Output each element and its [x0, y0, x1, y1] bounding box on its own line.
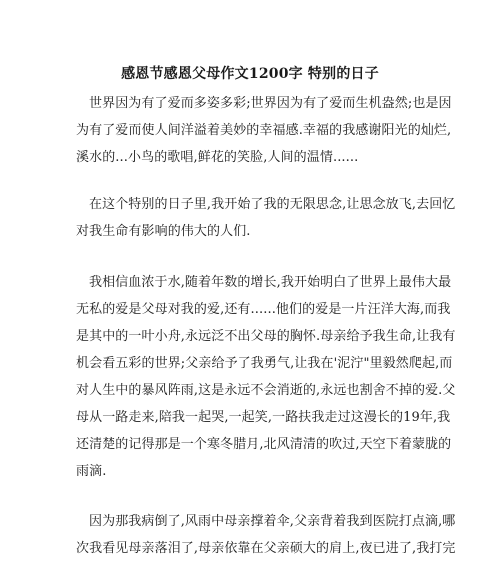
paragraph-4: [76, 508, 456, 562]
paragraph-line: 因为那我病倒了,风雨中母亲撑着伞,父亲背着我到医院打点滴,哪: [89, 514, 456, 529]
paragraph-line: 世界因为有了爱而多姿多彩;世界因为有了爱而生机盎然;也是因: [89, 96, 452, 111]
paragraph-2: [76, 191, 456, 245]
paragraph-line: 对我生命有影响的伟大的人们.: [76, 224, 251, 239]
paragraph-line: 机会看五彩的世界;父亲给予了我勇气,让我在'泥泞"里毅然爬起,而: [76, 356, 453, 371]
paragraph-3: [76, 269, 456, 485]
paragraph-line: 我相信血浓于水,随着年数的增长,我开始明白了世界上最伟大最: [89, 275, 452, 290]
paragraph-line: 次我看见母亲落泪了,母亲依靠在父亲硕大的肩上,夜已进了,我打完: [76, 541, 456, 556]
paragraph-line: 是其中的一叶小舟,永远泛不出父母的胸怀.母亲给予我生命,让我有: [76, 329, 456, 344]
paragraph-line: 为有了爱而使人间洋溢着美妙的幸福感.幸福的我感谢阳光的灿烂,: [76, 123, 452, 138]
paragraph-line: 母从一路走来,陪我一起哭,一起笑,一路扶我走过这漫长的19年,我: [76, 410, 451, 425]
document-title: 感恩节感恩父母作文1200字 特别的日子: [121, 66, 379, 82]
paragraph-line: 在这个特别的日子里,我开始了我的无限思念,让思念放飞,去回忆: [89, 197, 456, 212]
paragraph-line: 对人生中的暴风阵雨,这是永远不会消逝的,永远也割舍不掉的爱.父: [76, 383, 456, 398]
paragraph-line: 还清楚的记得那是一个寒冬腊月,北风清清的吹过,天空下着蒙胧的: [76, 437, 452, 452]
paragraph-line: 雨滴.: [76, 464, 107, 479]
paragraph-line: 溪水的...小鸟的歌唱,鲜花的笑脸,人间的温情......: [76, 150, 359, 165]
paragraph-1: [76, 90, 452, 171]
paragraph-line: 无私的爱是父母对我的爱,还有......他们的爱是一片汪洋大海,而我: [76, 302, 451, 317]
